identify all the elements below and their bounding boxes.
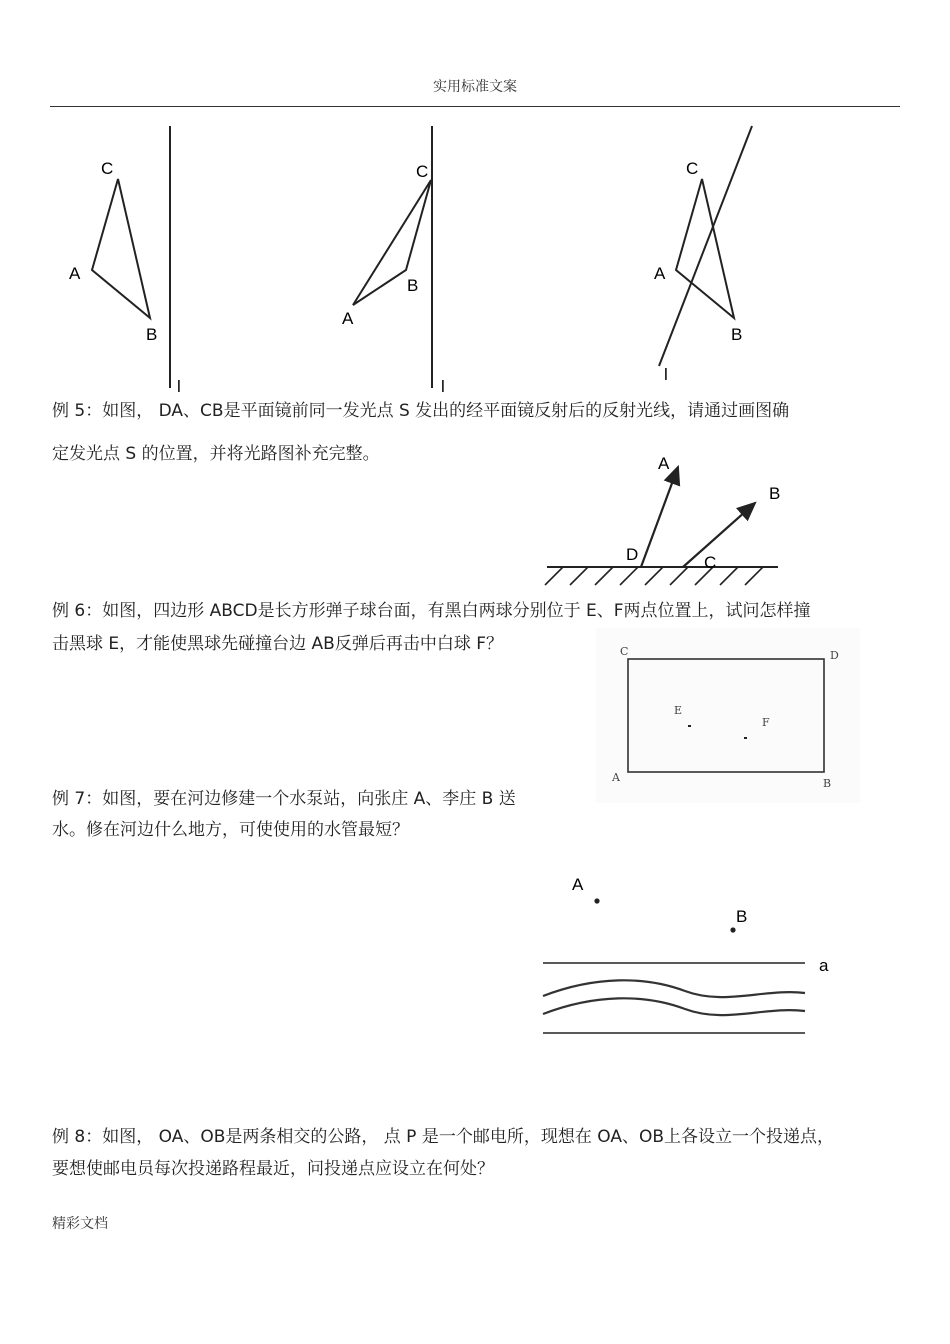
label-b: B: [731, 325, 743, 344]
label-a: A: [654, 264, 666, 283]
label-b: B: [769, 484, 781, 503]
figure-mirror-1: [69, 126, 181, 396]
label-l: l: [441, 377, 445, 396]
label-river: a: [819, 956, 829, 975]
page-footer-text: 精彩文档: [52, 1216, 108, 1232]
village-b-point: [730, 927, 735, 932]
label-a: A: [612, 771, 620, 784]
label-b: B: [146, 325, 158, 344]
label-a: A: [69, 264, 81, 283]
ball-e: [688, 725, 691, 727]
label-a: A: [658, 454, 670, 473]
example8-line2: 要想使邮电员每次投递路程最近，问投递点应设立在何处？: [52, 1159, 494, 1179]
example6-figure: [596, 628, 860, 803]
example5-figure: [535, 450, 795, 590]
example5-line2: 定发光点 S 的位置，并将光路图补充完整。: [52, 444, 380, 464]
example7-line1: 例 7：如图，要在河边修建一个水泵站，向张庄 A、李庄 B 送: [52, 789, 516, 809]
mirror-figures: [0, 110, 950, 400]
label-b: B: [407, 276, 419, 295]
label-c: C: [101, 159, 114, 178]
example7-figure: [535, 870, 845, 1040]
label-e: E: [674, 704, 683, 717]
ray-cb: [683, 503, 755, 567]
figure-mirror-2: [342, 126, 445, 396]
label-l: l: [177, 377, 181, 396]
example5-line1: 例 5：如图， DA、CB是平面镜前同一发光点 S 发出的经平面镜反射后的反射光线，请通过画图确: [52, 401, 790, 421]
label-b: B: [736, 907, 748, 926]
triangle-abc: [353, 180, 431, 305]
header-divider: [50, 106, 900, 107]
label-d: D: [830, 649, 839, 662]
example8-line1: 例 8：如图， OA、OB是两条相交的公路， 点 P 是一个邮电所，现想在 OA、OB上各设立一个投递点，: [52, 1127, 834, 1147]
label-f: F: [762, 716, 770, 729]
label-c: C: [416, 162, 429, 181]
river-wave-top: [543, 980, 805, 997]
ray-da: [641, 467, 678, 567]
label-d: D: [626, 545, 639, 564]
example6-line1: 例 6：如图，四边形 ABCD是长方形弹子球台面，有黑白两球分别位于 E、F两点位置上，试问怎样撞: [52, 601, 811, 621]
label-a: A: [572, 875, 584, 894]
label-b: B: [823, 777, 832, 790]
mirror-hatching: [545, 567, 763, 585]
figure-mirror-3: [654, 126, 752, 384]
village-a-point: [594, 898, 599, 903]
example7-line2: 水。修在河边什么地方，可使使用的水管最短？: [52, 820, 409, 840]
river-wave-bottom: [543, 998, 805, 1015]
label-c: C: [704, 553, 717, 572]
label-l: l: [664, 365, 668, 384]
label-c: C: [686, 159, 699, 178]
triangle-abc: [92, 179, 150, 318]
page-header-title: 实用标准文案: [433, 79, 517, 95]
label-a: A: [342, 309, 354, 328]
ball-f: [744, 737, 747, 739]
figure-background: [596, 628, 860, 803]
example6-line2: 击黑球 E，才能使黑球先碰撞台边 AB反弹后再击中白球 F？: [52, 634, 504, 654]
label-c: C: [620, 645, 629, 658]
